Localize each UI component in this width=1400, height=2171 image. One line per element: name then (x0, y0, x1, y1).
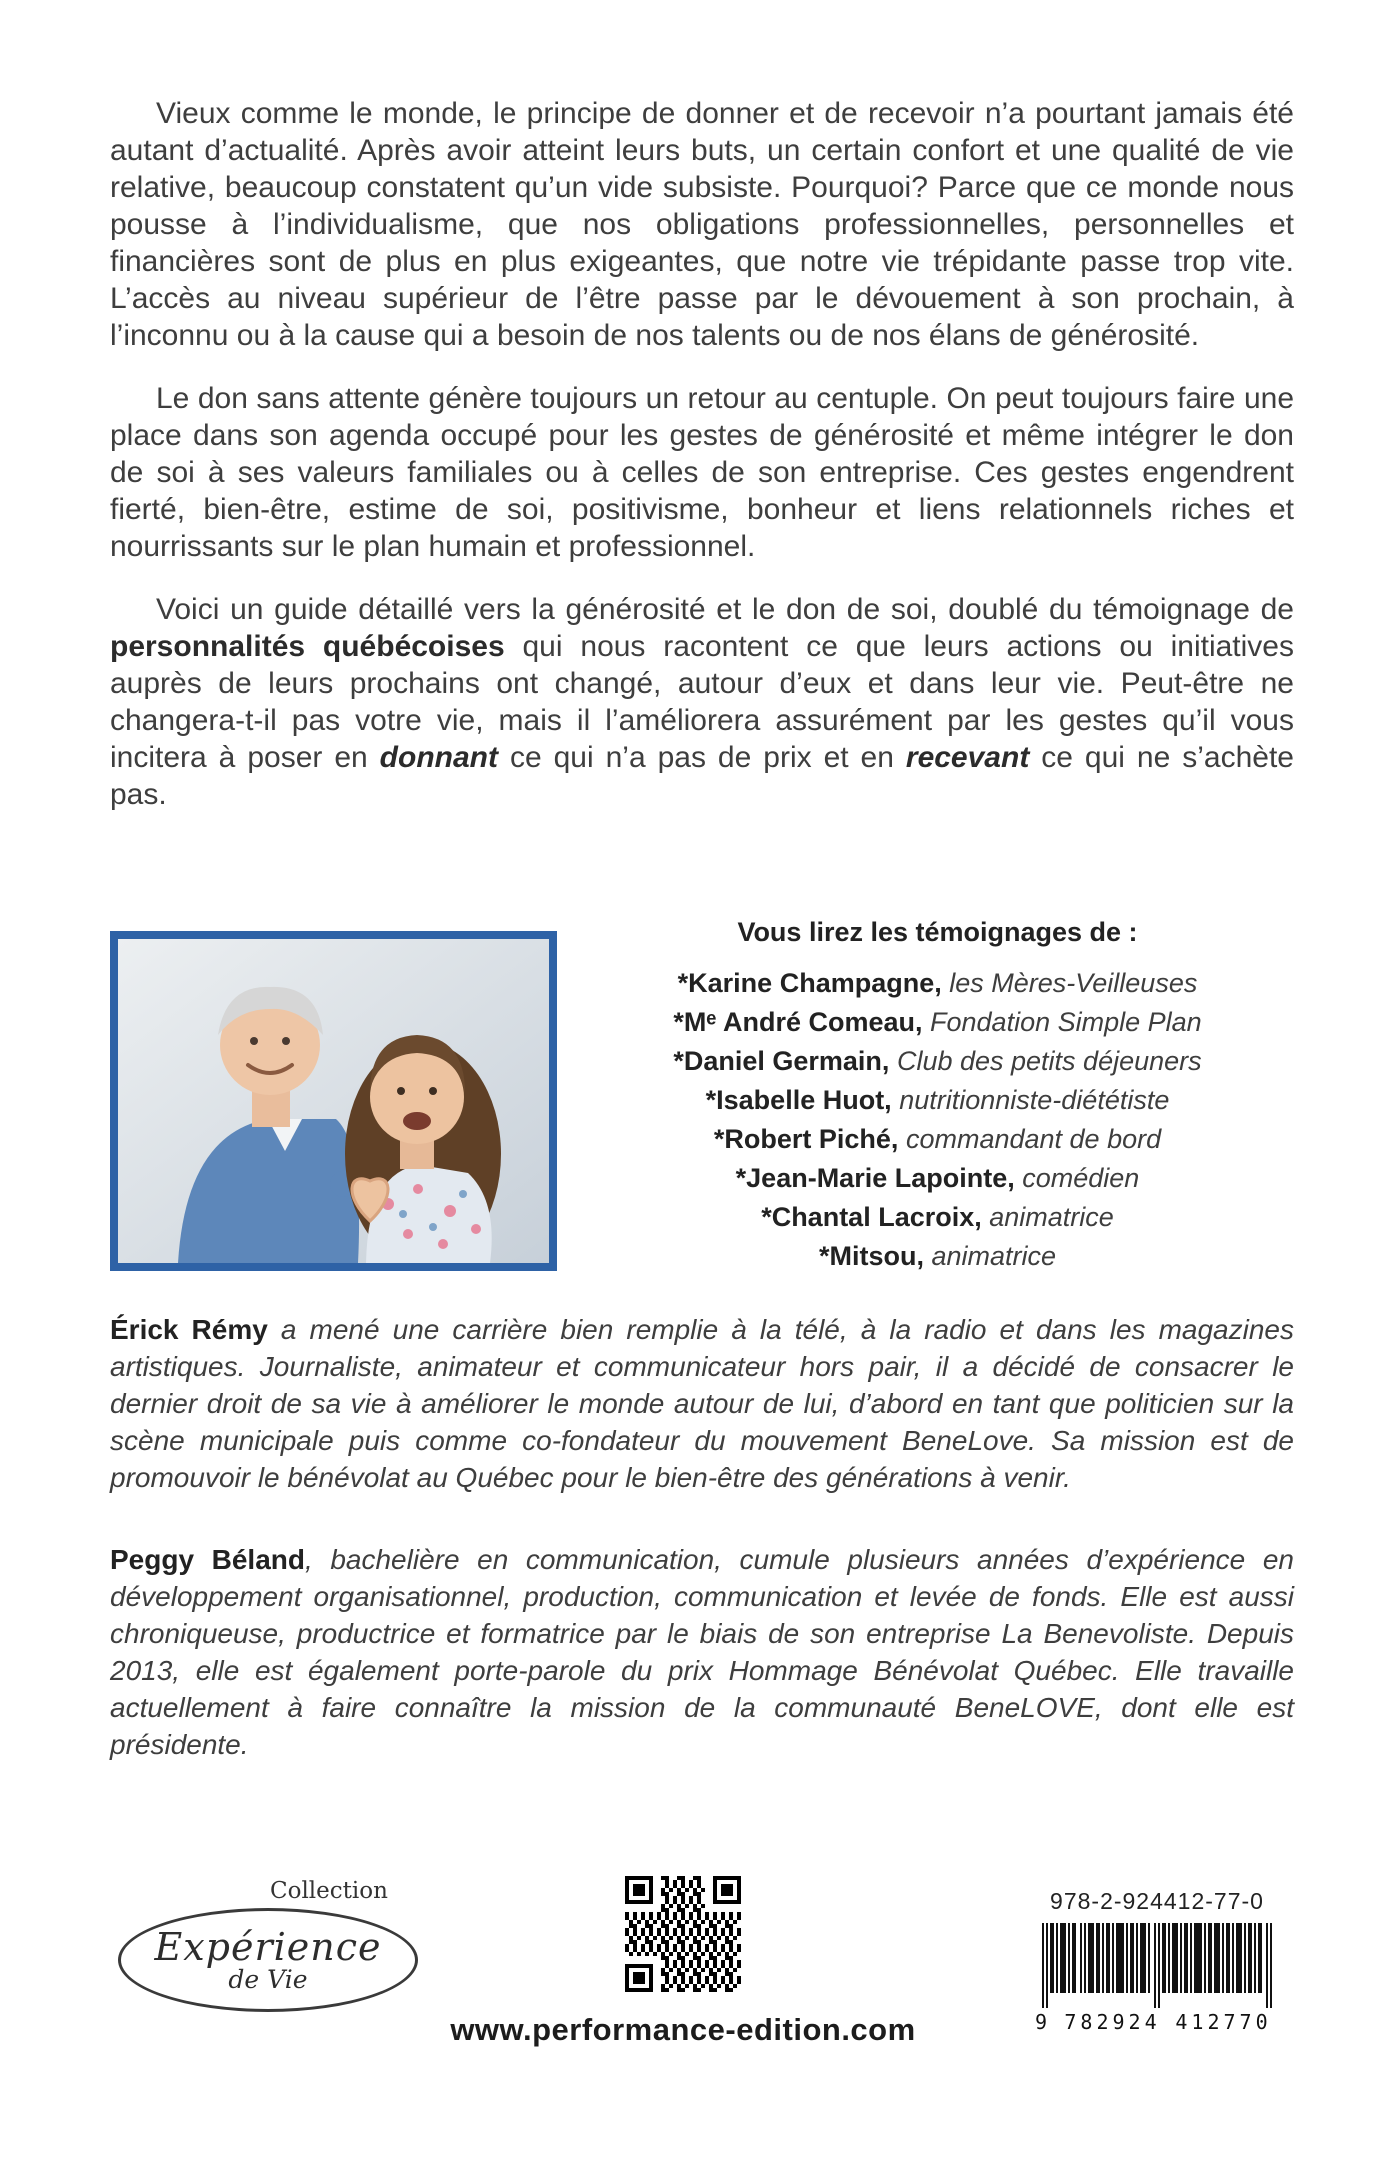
testimonial-role: animatrice (989, 1202, 1114, 1232)
paragraph-3-segment: Voici un guide détaillé vers la générosité et le don de soi, doublé du témoignage de (156, 593, 1294, 626)
intro-paragraph-3 (110, 591, 1294, 813)
testimonial-name: *Mᵉ André Comeau, (673, 1007, 923, 1037)
testimonial-name: *Isabelle Huot, (705, 1085, 892, 1115)
collection-logo (118, 1878, 438, 2012)
paragraph-3-segment: ce qui n’a pas de prix et en (497, 741, 906, 774)
authors-photo (110, 931, 557, 1271)
testimonial-item (673, 1003, 1201, 1042)
testimonial-role: nutritionniste-diététiste (899, 1085, 1170, 1115)
testimonial-item (706, 1081, 1170, 1120)
collection-name-line1: Expérience (154, 1925, 382, 1969)
testimonials-header: Vous lirez les témoignages de : (737, 917, 1138, 947)
author-bio-peggy-beland (110, 1541, 1294, 1763)
publisher-website: www.performance-edition.com (450, 2012, 916, 2047)
barcode-bars (1042, 1923, 1272, 2008)
paragraph-3-bold-donnant: donnant (379, 741, 498, 774)
qr-code (617, 1868, 749, 2000)
collection-name-line2: de Vie (228, 1965, 308, 1994)
cover-text-content (110, 95, 1294, 1763)
authors-photo-illustration (118, 939, 549, 1263)
testimonial-item (678, 964, 1198, 1003)
author-name-erick-remy: Érick Rémy (110, 1314, 268, 1345)
testimonial-name: *Chantal Lacroix, (761, 1202, 982, 1232)
isbn-barcode (1032, 1888, 1282, 2034)
barcode-digits (1035, 2010, 1279, 2034)
barcode-group-2: 412770 (1175, 2010, 1272, 2034)
paragraph-3-bold-personnalites: personnalités québécoises (110, 630, 505, 663)
collection-ellipse (118, 1908, 418, 2012)
intro-paragraph-2: Le don sans attente génère toujours un retour au centuple. On peut toujours faire une place dans son agenda occupé pour les gestes de générosité et même intégrer le don de soi à ses valeurs familiales ou à celles de son entreprise. Ces gestes engendrent fierté, bien-être, estime de soi, positivisme, bonheur et liens relationnels riches et nourrissants sur le plan humain et professionnel. (110, 382, 1294, 563)
testimonial-name: *Daniel Germain, (673, 1046, 890, 1076)
isbn-number: 978-2-924412-77-0 (1050, 1888, 1264, 1914)
testimonial-item (714, 1120, 1161, 1159)
testimonials-list (557, 913, 1294, 1276)
testimonial-item (736, 1159, 1140, 1198)
testimonial-item (819, 1237, 1056, 1276)
paragraph-3-segment: qui nous racontent ce que leurs actions ou initiatives auprès de leurs prochains ont changé, autour d’eux et dans leur vie. Peut-être ne changera-t-il pas votre vie, mais il l’améliorera assurément par les gestes qu’il vous incitera à poser en (110, 630, 1294, 774)
qr-code-graphic (617, 1868, 749, 2000)
testimonial-name: *Karine Champagne, (677, 968, 942, 998)
testimonial-role: commandant de bord (905, 1124, 1162, 1154)
author-bio-erick-remy (110, 1311, 1294, 1496)
testimonial-role: les Mères-Veilleuses (949, 968, 1198, 998)
testimonial-name: *Robert Piché, (713, 1124, 899, 1154)
barcode-group-1: 782924 (1064, 2010, 1161, 2034)
testimonial-name: *Mitsou, (818, 1241, 924, 1271)
barcode-first-digit: 9 (1035, 2010, 1048, 2034)
testimonial-role: comédien (1022, 1163, 1140, 1193)
paragraph-3-bold-recevant: recevant (905, 741, 1030, 774)
testimonial-role: animatrice (931, 1241, 1057, 1271)
paragraph-3-segment: ce qui ne s’achète pas. (110, 741, 1294, 811)
testimonial-name: *Jean-Marie Lapointe, (735, 1163, 1015, 1193)
testimonial-role: Club des petits déjeuners (896, 1046, 1202, 1076)
collection-label: Collection (270, 1878, 388, 1904)
testimonial-role: Fondation Simple Plan (930, 1007, 1202, 1037)
author-bio-text: , bachelière en communication, cumule plusieurs années d’expérience en développement organisationnel, production, communication et levée de fonds. Elle est aussi chroniqueuse, productrice et formatrice par le biais de son entreprise La Benevoliste. Depuis 2013, elle est également porte-parole du prix Hommage Bénévolat Québec. Elle travaille actuellement à faire connaître la mission de la communauté BeneLOVE, dont elle est présidente. (110, 1544, 1294, 1760)
intro-paragraph-1: Vieux comme le monde, le principe de donner et de recevoir n’a pourtant jamais été autant d’actualité. Après avoir atteint leurs buts, un certain confort et une qualité de vie relative, beaucoup constatent qu’un vide subsiste. Pourquoi? Parce que ce monde nous pousse à l’individualisme, que nos obligations professionnelles, personnelles et financières sont de plus en plus exigeantes, que notre vie trépidante passe trop vite. L’accès au niveau supérieur de l’être passe par le dévouement à son prochain, à l’inconnu ou à la cause qui a besoin de nos talents ou de nos élans de générosité. (110, 97, 1294, 352)
testimonial-item (761, 1198, 1114, 1237)
testimonial-item (673, 1042, 1201, 1081)
author-name-peggy-beland: Peggy Béland (110, 1544, 305, 1575)
photo-and-testimonials-section (110, 913, 1294, 1276)
author-bio-text: a mené une carrière bien remplie à la télé, à la radio et dans les magazines artistiques. Journaliste, animateur et communicateur hors pair, il a décidé de consacrer le dernier droit de sa vie à améliorer le monde autour de lui, d’abord en tant que politicien sur la scène municipale puis comme co-fondateur du mouvement BeneLove. Sa mission est de promouvoir le bénévolat au Québec pour le bien-être des générations à venir. (110, 1314, 1294, 1493)
